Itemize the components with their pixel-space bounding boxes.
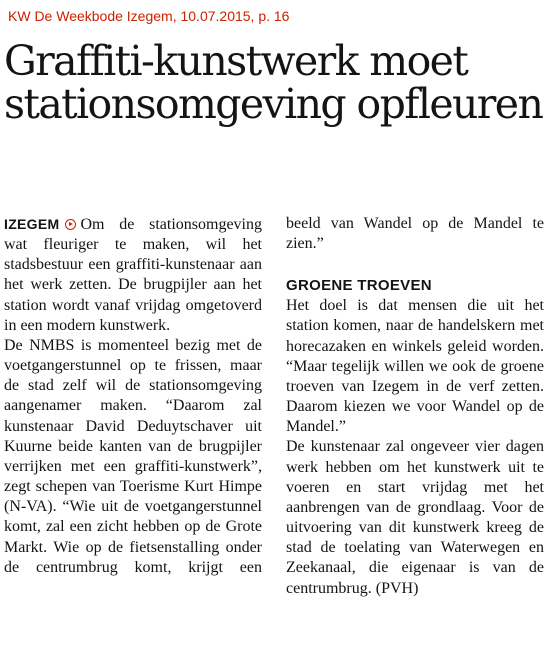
circle-arrow-right-icon	[65, 219, 76, 230]
body-paragraph: De kunstenaar zal ongeveer vier dagen werk hebben om het kunstwerk uit te voeren en start vrijdag met het aanbrengen van de grondlaag. Voor de uitvoering van dit kunstwerk kreeg de stad de toelating van Waterwegen en Zeekanaal, die eigenaar is van de centrumbrug. (PVH)	[286, 438, 544, 597]
intro-text: Om de stationsomgeving wat fleuriger te maken, wil het stadsbestuur een graffiti-kunstenaar aan het werk zetten. De brugpijler aan het station wordt vanaf vrijdag omgetoverd in een modern kunstwerk.	[4, 216, 262, 334]
source-line: KW De Weekbode Izegem, 10.07.2015, p. 16	[8, 8, 290, 24]
article-column-right	[286, 214, 544, 599]
article-column-left	[4, 214, 262, 578]
body-paragraph: De NMBS is momenteel bezig met de voetgangerstunnel op te frissen, maar de stad zelf wil de stationsomgeving aangenamer maken. “Daarom zal kunstenaar David Deduytschaver uit Kuurne beide kanten van de brugpijler verrijken met een graffiti-kunstwerk”, zegt schepen van Toerisme Kurt Himpe (N-VA). “Wie uit de voetgangerstunnel komt, zal een zicht hebben op de Grote Markt. Wie op de fietsenstalling onder de centrumbrug komt, krijgt een	[4, 336, 262, 576]
body-paragraph: Het doel is dat mensen die uit het station komen, naar de handelskern met horecazaken en winkels geleid worden. “Maar tegelijk willen we ook de groene troeven van Izegem in de verf zetten. Daarom kiezen we voor Wandel op de Mandel.”	[286, 297, 544, 436]
headline: Graffiti-kunstwerk moet stationsomgeving opfleuren	[4, 37, 543, 128]
intro-paragraph	[4, 214, 262, 336]
section-subhead: GROENE TROEVEN	[286, 277, 432, 295]
dateline: IZEGEM	[4, 216, 60, 232]
continuation-paragraph: beeld van Wandel op de Mandel te zien.”	[286, 215, 544, 253]
